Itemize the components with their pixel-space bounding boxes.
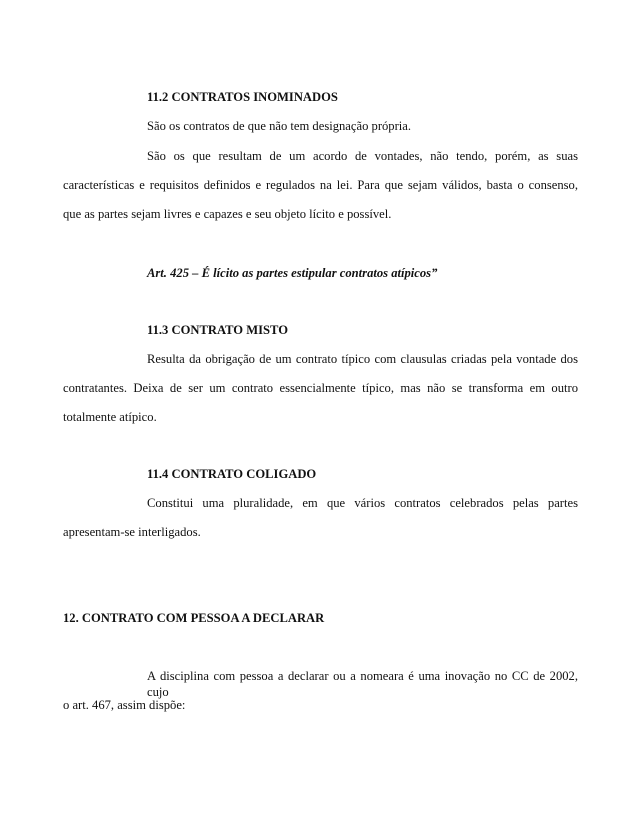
- paragraph-line: Resulta da obrigação de um contrato típico com clausulas criadas pela vontade dos: [147, 352, 578, 366]
- paragraph-line: contratantes. Deixa de ser um contrato essencialmente típico, mas não se transforma em outro: [63, 381, 578, 395]
- article-quote: Art. 425 – É lícito as partes estipular contratos atípicos”: [147, 266, 438, 280]
- paragraph-line: A disciplina com pessoa a declarar ou a nomeara é uma inovação no CC de 2002, cujo: [147, 669, 578, 699]
- paragraph-line: que as partes sejam livres e capazes e seu objeto lícito e possível.: [63, 207, 392, 221]
- paragraph-line: São os que resultam de um acordo de vontades, não tendo, porém, as suas: [147, 149, 578, 163]
- section-heading-11-2: 11.2 CONTRATOS INOMINADOS: [147, 90, 338, 104]
- paragraph-line: o art. 467, assim dispõe:: [63, 698, 186, 712]
- paragraph-line: Constitui uma pluralidade, em que vários contratos celebrados pelas partes: [147, 496, 578, 510]
- paragraph-line: totalmente atípico.: [63, 410, 157, 424]
- section-heading-12: 12. CONTRATO COM PESSOA A DECLARAR: [63, 611, 325, 625]
- paragraph-line: características e requisitos definidos e regulados na lei. Para que sejam válidos, basta o consenso,: [63, 178, 578, 192]
- section-heading-11-3: 11.3 CONTRATO MISTO: [147, 323, 289, 337]
- section-heading-11-4: 11.4 CONTRATO COLIGADO: [147, 467, 317, 481]
- paragraph-line: apresentam-se interligados.: [63, 525, 201, 539]
- paragraph-line: São os contratos de que não tem designação própria.: [147, 119, 412, 133]
